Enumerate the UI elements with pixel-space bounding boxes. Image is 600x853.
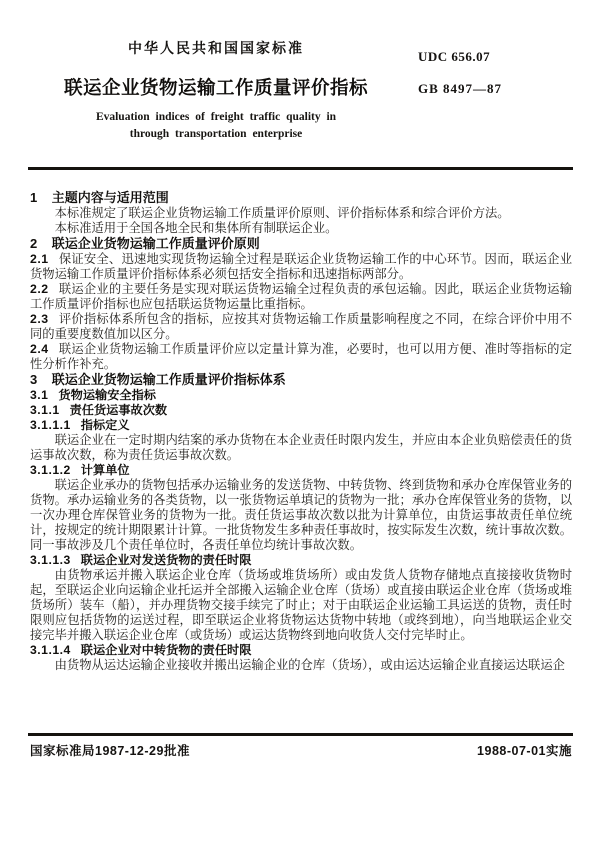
text-run: 联运企业的主要任务是实现对联运货物运输全过程负责的承包运输。因此，联运企业货物运输工作质量评价指标也应包括联运货物运量比重指标。 [30, 282, 572, 311]
clause-number: 3.1.1.2 [30, 463, 71, 477]
paragraph [30, 433, 572, 463]
clause-number: 3.1 [30, 388, 49, 402]
document-body [30, 186, 572, 673]
text-run: 货物运输安全指标 [58, 388, 156, 402]
text-run: 由货物承运并搬入联运企业仓库（货场或堆货场所）或由发货人货物存储地点直接接收货物时起，至联运企业向运输企业托运并全部搬入运输企业仓库（货场）或直接由联运企业仓库（货场或堆货场所）装车（船），并办理货物交接手续完了时止；对于由联运企业运输工具运送的货物，责任时限则应包括货物的运送过程，即至联运企业将货物运达货物中转地（或终到地），向当地联运企业交接完毕并搬入联运企业仓库（或货场）或运达货物终到地向收货人交付完毕时止。 [30, 568, 572, 642]
clause-number: 3 [30, 372, 38, 387]
chapter-heading [30, 190, 572, 206]
paragraph [30, 206, 572, 221]
text-run: 本标准规定了联运企业货物运输工作质量评价原则、评价指标体系和综合评价方法。 [54, 206, 510, 220]
header-divider-rule [28, 167, 573, 170]
clause-number: 2.1 [30, 252, 49, 266]
gb-standard-code: GB 8497—87 [418, 81, 503, 96]
paragraph [30, 568, 572, 643]
subclause-heading [30, 463, 572, 478]
chapter-heading [30, 372, 572, 388]
subclause-heading [30, 388, 572, 403]
clause-paragraph [30, 252, 572, 282]
text-run: 责任货运事故次数 [69, 403, 168, 417]
text-run: 联运企业在一定时期内结案的承办货物在本企业责任时限内发生，并应由本企业负赔偿责任的货运事故次数，称为责任货运事故次数。 [30, 433, 572, 462]
subclause-heading [30, 553, 572, 568]
text-run: 联运企业承办的货物包括承办运输业务的发送货物、中转货物、终到货物和承办仓库保管业务的货物。承办运输业务的各类货物，以一张货物运单填记的货物为一批；承办仓库保管业务的货物，以一次办理仓库保管业务的货物为一批。责任货运事故次数以批为计算单位，由货运事故责任单位统计，按规定的统计期限累计计算。一批货物发生多种责任事故时，按实际发生次数，统计事故次数。同一事故涉及几个责任单位时，各责任单位均统计事故次数。 [30, 478, 572, 552]
text-run: 联运企业货物运输工作质量评价应以定量计算为准，必要时，也可以用方便、准时等指标的定性分析作补充。 [30, 342, 572, 371]
text-run: 指标定义 [80, 418, 130, 432]
paragraph [30, 658, 572, 673]
chapter-heading [30, 236, 572, 252]
text-run: 由货物从运达运输企业接收并搬出运输企业的仓库（货场），或由运达运输企业直接运达联运企 [54, 658, 565, 672]
implementation-text: 1988-07-01实施 [477, 744, 572, 758]
document-title-en-line1: Evaluation indices of freight traffic quality in [95, 111, 337, 123]
text-run: 主题内容与适用范围 [51, 190, 169, 205]
paragraph [30, 478, 572, 553]
clause-paragraph [30, 282, 572, 312]
text-run: 评价指标体系所包含的指标，应按其对货物运输工作质量影响程度之不同，在综合评价中用不同的重要度数值加以区分。 [30, 312, 572, 341]
text-run: 保证安全、迅速地实现货物运输全过程是联运企业货物运输工作的中心环节。因而，联运企业货物运输工作质量评价指标体系必须包括安全指标和迅速指标两部分。 [30, 252, 572, 281]
document-title-en-line2: through transportation enterprise [129, 128, 303, 140]
text-run: 联运企业货物运输工作质量评价指标体系 [51, 372, 286, 387]
text-run: 联运企业对中转货物的责任时限 [80, 643, 252, 657]
text-run: 联运企业对发送货物的责任时限 [80, 553, 252, 567]
footer-divider-rule [28, 733, 573, 736]
udc-code: UDC 656.07 [418, 49, 491, 64]
clause-number: 2.3 [30, 312, 49, 326]
clause-number: 3.1.1.3 [30, 553, 71, 567]
footer [30, 741, 572, 759]
approval-text: 国家标准局1987-12-29批准 [30, 744, 190, 758]
standard-label: 中华人民共和国国家标准 [128, 40, 304, 56]
clause-paragraph [30, 312, 572, 342]
clause-number: 2 [30, 236, 38, 251]
subclause-heading [30, 643, 572, 658]
clause-number: 3.1.1.4 [30, 643, 71, 657]
clause-number: 2.4 [30, 342, 49, 356]
subclause-heading [30, 418, 572, 433]
text-run: 本标准适用于全国各地全民和集体所有制联运企业。 [54, 221, 338, 235]
clause-number: 2.2 [30, 282, 49, 296]
paragraph [30, 221, 572, 236]
subclause-heading [30, 403, 572, 418]
text-run: 计算单位 [80, 463, 130, 477]
text-run: 联运企业货物运输工作质量评价原则 [51, 236, 260, 251]
clause-number: 3.1.1.1 [30, 418, 71, 432]
clause-paragraph [30, 342, 572, 372]
clause-number: 3.1.1 [30, 403, 60, 417]
document-title-zh: 联运企业货物运输工作质量评价指标 [63, 77, 368, 98]
clause-number: 1 [30, 190, 38, 205]
